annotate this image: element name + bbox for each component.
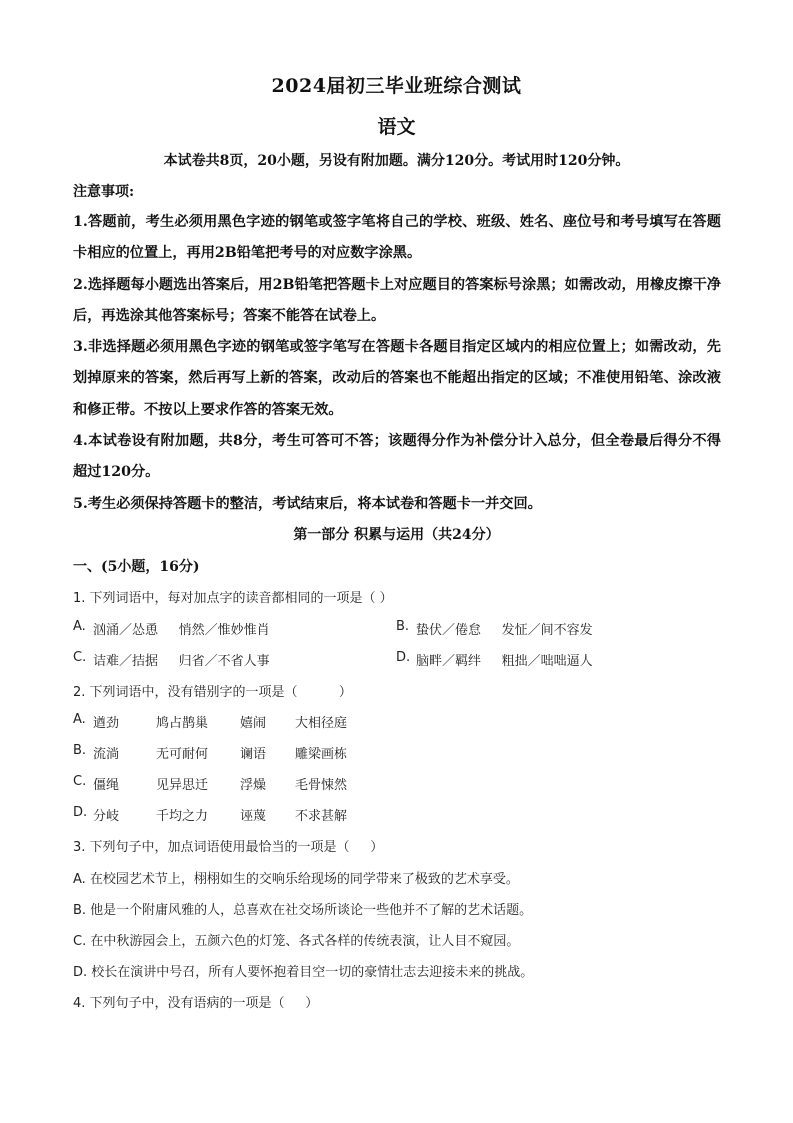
q2-option-a-word-2: 鸠占鹊巢 <box>156 716 209 731</box>
q1-option-a-label: A. <box>73 619 86 634</box>
q2-option-b-word-1: 流淌 <box>93 747 120 762</box>
q2-option-b-label: B. <box>73 743 87 758</box>
q1-option-b-text: 蛰伏／倦怠 发怔／间不容发 <box>416 623 593 638</box>
q2-option-d-word-3: 诬蔑 <box>240 809 267 824</box>
exam-subject: 语文 <box>377 116 416 138</box>
part-one-title: 第一部分 积累与运用（共24分） <box>293 527 500 543</box>
q2-option-a-label: A. <box>73 712 86 727</box>
q2-option-c-word-2: 见异思迁 <box>156 778 209 793</box>
q2-option-d-word-1: 分岐 <box>93 809 120 824</box>
q2-option-c-word-3: 浮燥 <box>240 778 267 793</box>
q2-stem: 2. 下列词语中，没有错别字的一项是（ ） <box>73 685 352 700</box>
notice-heading: 注意事项: <box>73 184 135 200</box>
notice-item-4: 4.本试卷设有附加题，共8分，考生可答可不答；该题得分作为补偿分计入总分，但全卷最后得分不得超过120分。 <box>73 433 721 481</box>
q3-option-b: B. 他是一个附庸风雅的人，总喜欢在社交场所谈论一些他并不了解的艺术话题。 <box>73 903 533 918</box>
q2-option-a-word-3: 嬉闹 <box>240 716 267 731</box>
q2-option-c-word-4: 毛骨悚然 <box>295 778 348 793</box>
q1-option-a-text: 汹涌／怂恿 悄然／惟妙惟肖 <box>93 623 270 638</box>
exam-title: 2024届初三毕业班综合测试 <box>271 75 522 97</box>
q2-option-d-word-2: 千均之力 <box>156 809 209 824</box>
q1-option-c-text: 诘难／拮据 归省／不省人事 <box>93 654 270 669</box>
q2-option-b-word-2: 无可耐何 <box>156 747 209 762</box>
q3-stem: 3. 下列句子中，加点词语使用最恰当的一项是（ ） <box>73 840 384 855</box>
q2-option-b-word-4: 雕梁画栋 <box>295 747 348 762</box>
notice-item-1: 1.答题前，考生必须用黑色字迹的钢笔或签字笔将自己的学校、班级、姓名、座位号和考号填写在答题卡相应的位置上，再用2B铅笔把考号的对应数字涂黑。 <box>73 214 721 262</box>
notice-item-5: 5.考生必须保持答题卡的整洁，考试结束后，将本试卷和答题卡一并交回。 <box>73 495 542 512</box>
q1-option-d-label: D. <box>396 650 411 665</box>
exam-intro: 本试卷共8页，20小题，另设有附加题。满分120分。考试用时120分钟。 <box>163 153 630 169</box>
q2-option-d-word-4: 不求甚解 <box>295 809 348 824</box>
q2-option-c-word-1: 僵绳 <box>93 778 120 793</box>
q3-option-a: A. 在校园艺术节上，栩栩如生的交响乐给现场的同学带来了极致的艺术享受。 <box>73 872 519 887</box>
q4-stem: 4. 下列句子中，没有语病的一项是（ ） <box>73 996 319 1011</box>
q1-option-d-text: 脑畔／羁绊 粗拙／咄咄逼人 <box>416 654 593 669</box>
q2-option-c-label: C. <box>73 774 87 789</box>
q2-option-a-word-4: 大相径庭 <box>295 716 348 731</box>
q2-option-a-word-1: 遒劲 <box>93 716 120 731</box>
notice-item-3: 3.非选择题必须用黑色字迹的钢笔或签字笔写在答题卡各题目指定区域内的相应位置上；如需改动，先划掉原来的答案，然后再写上新的答案，改动后的答案也不能超出指定的区域；不准使用铅笔、涂改液和修正带。不按以上要求作答的答案无效。 <box>73 339 721 418</box>
q3-option-c: C. 在中秋游园会上，五颜六色的灯笼、各式各样的传统表演，让人目不窥园。 <box>73 934 520 949</box>
q3-option-d: D. 校长在演讲中号召，所有人要怀抱着目空一切的豪情壮志去迎接未来的挑战。 <box>73 965 534 980</box>
section-one-heading: 一、(5小题，16分) <box>73 559 200 575</box>
q1-option-c-label: C. <box>73 650 87 665</box>
q1-stem: 1. 下列词语中，每对加点字的读音都相同的一项是（ ） <box>73 591 393 606</box>
notice-item-2: 2.选择题每小题选出答案后，用2B铅笔把答题卡上对应题目的答案标号涂黑；如需改动，用橡皮擦干净后，再选涂其他答案标号；答案不能答在试卷上。 <box>73 276 721 324</box>
q1-option-b-label: B. <box>396 619 410 634</box>
notice-list <box>73 207 721 520</box>
q2-option-b-word-3: 谰语 <box>240 747 267 762</box>
q2-option-d-label: D. <box>73 805 88 820</box>
